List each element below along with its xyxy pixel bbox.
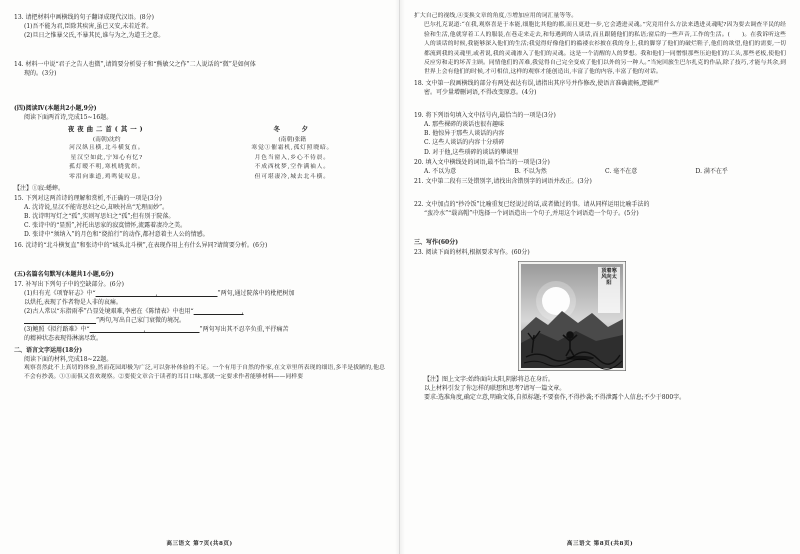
section-4-intro: 阅读下面两首诗,完成15~16题。: [24, 114, 113, 121]
option-b: B. 不以为然: [514, 167, 547, 175]
poem-2-line: 但可堪凄冷,城去北斗横。: [254, 173, 330, 180]
question-19-stem: 19. 将下列语句填入文中括号内,最恰当的一项是(3分): [414, 111, 556, 119]
passage-paragraph-2: 巴尔扎克说道:“在我,观察喜是于本能,细胞比其他的都,而且更进一步,它会透进灵魂。”究竟用什么方法来透进灵魂呢?因为要去调查平民的经验和生活,他就穿着工人的服装,在巷走来走去,和每遇到的人谈话,而且跟随他们的私语;窗后的一些声音,工作的生活。( )。在我诉听这些人的谈话的时候,我能够深入他们的生活;我觉得好像他们的褴褛衣衫披在我的身上,我的脚穿了他们的破烂鞋子,他们的欲望,他们的需要,一切都流到我的灵魂里,或者说,我的灵魂渗入了他们的灵魂。这是一个清醒的人的梦想。我和他们一同憎恨那些压迫他们的工头,那些老板,使他们反应穷和走的坏苦主顾。同情他们的苦难,我觉得自己完全变成了他们以外的另一种人。”当宛回旅生巴尔扎克的作品,除了技巧,才能与其余,到世界上会有他们的时候,才可相信,这样的观察才能创造出,丰富了他的内容,丰富了他的对话。: [424, 22, 786, 76]
question-17-item-1-a: (1)归有光《项脊轩志》中“: [24, 289, 96, 297]
page-footer: 高三语文 第8页(共8页): [566, 540, 634, 547]
writing-prompt-figure: [518, 261, 626, 371]
poem-1-line: 星汉空如此,宁知心有忆?: [70, 154, 144, 161]
poem-2-line: 寒觉①催霜机,孤灯照晓暗。: [251, 145, 334, 152]
poem-1: [14, 125, 200, 183]
poem-1-line: 河汉纵且横,北斗横复直。: [69, 145, 145, 152]
poem-1-title: 夜夜曲二首(其一): [67, 125, 146, 133]
question-23-stem: 23. 阅读下面的材料,根据要求写作。(60分): [414, 248, 530, 256]
question-20-options: [414, 167, 786, 176]
poem-note: 【注】①寂:蟋蟀。: [14, 184, 65, 192]
question-17-item-3: [14, 325, 385, 334]
question-17-item-1: [14, 289, 385, 298]
question-17-item-1-b: ”两句,通过院落中的枇杷树加: [217, 289, 295, 297]
poem-2-author: (南朝)张籍: [278, 136, 307, 143]
question-18-line-1: 18. 文中第一段画横线的部分有两处表达有误,请指出其序号并作修改,使语言准确流畅,逻辑严: [414, 79, 660, 87]
option-b: B. 他惊异于那些人谈话的内容: [424, 130, 505, 138]
question-13-stem: 13. 请把材料中画横线的句子翻译成现代汉语。(8分): [14, 14, 154, 21]
question-13-sentence-2: (2)旦日之惟暴父氏,不暴其民,谁与为之,为道王之意。: [24, 32, 165, 39]
option-c: C. 这些人谈话的内容十分琐碎: [424, 139, 505, 147]
poem-2-line: 月色当窗入,乡心不待晨。: [254, 154, 330, 161]
question-17-item-3-c: 的精神状态表现得淋漓尽致。: [24, 334, 103, 342]
option-a: A. 那些裸碎的谈话也很有趣味: [424, 120, 505, 128]
option-b: B. 沈诗明写灯之“孤”,实则写思妇之“孤”;但有别于院落。: [24, 212, 175, 220]
question-19-options: [414, 120, 786, 157]
option-d: D. 对于他,这些琐碎的谈话的攀谈里: [424, 148, 519, 156]
poems-block: [14, 125, 385, 183]
question-15-options: [14, 203, 385, 240]
question-17-item-1-c: 以烘托,表现了作者物是人非的哀痛。: [24, 298, 122, 306]
option-c: C. 毫不在意: [605, 167, 638, 175]
option-d: D. 满不在乎: [695, 167, 728, 175]
exam-page-8: [400, 0, 800, 554]
question-13-sentence-1: (1)吾不能为君,臣除其疾害,虽已又安,未若近者。: [24, 23, 153, 30]
question-17-item-3-a: (3)鲍照《拟行路难》中“: [24, 325, 90, 333]
question-14-line-2: 现的。(3分): [24, 70, 57, 77]
option-a: A. 沈诗说,星汉不能寄思妇之心,却映衬出“无理而妙”。: [24, 203, 169, 211]
question-17-stem: 17. 补写出下列句子中的空缺部分。(6分): [14, 280, 124, 288]
page-footer: 高三语文 第7页(共8页): [166, 540, 233, 547]
illustration-caption: 顶着寒风向太阳: [601, 267, 617, 286]
section-writing-heading: 三、写作(60分): [414, 238, 459, 246]
section-5-heading: (五)名篇名句默写(本题共1小题,6分): [14, 270, 114, 278]
option-c: C. 张诗中的“显照”,衬托出思家的寂寞情怀,流露着凄冷之美。: [24, 222, 187, 230]
writing-requirement-2: 要求:选准角度,确定立意,明确文体,自拟标题;不要套作,不得抄袭;不得泄露个人信息;不少于800字。: [424, 393, 686, 401]
answer-blank[interactable]: ,: [95, 289, 218, 297]
poem-1-line: 孤灯暧不明,寒机晓犹织。: [69, 164, 145, 171]
poem-1-author: (南朝)沈约: [92, 136, 121, 143]
question-17-item-2-a: (2)古人常以“东指雨季”凸显处境艰难,李密在《陈情表》中也用“: [24, 307, 194, 315]
figure-note: 【注】图上文字:始终面向太阳,阴影将总在身后。: [424, 375, 554, 383]
passage-paragraph-1: 观察喜然此不上真切的体验,然而花园却极为广泛,可以弥补体验的不足。一个有用于自然的作家,在文章里所表现的细语,多半是拔陋的,他总不会有抄袭。①①而俱又喜欢观察。②要使文章合于读者的耳目口味,那就一定要求作者能够材料——同样要: [24, 364, 385, 381]
passage-paragraph-1-end: 扩大自己的视线,④变换文章的角度,⑤增加应用的词汇量等等。: [414, 13, 578, 19]
section-language-intro: 阅读下面的材料,完成18~22题。: [24, 355, 113, 363]
question-17-item-2-b: ”两句,写出自己家门衰微的境况。: [96, 316, 185, 324]
question-18-line-2: 密。可少量增删词语,不得改变原意。(4分): [424, 88, 537, 96]
section-language-heading: 二、语言文字运用(18分): [14, 346, 83, 354]
question-14-line-1: 14. 材料一中说“君子之告人也微”,请简要分析晏子和“熊敏父之作”二人说话的“微”是如何体: [14, 61, 256, 68]
question-20-stem: 20. 填入文中横线处的词语,最不恰当的一项是(3分): [414, 158, 550, 166]
writing-requirement-1: 以上材料引发了你怎样的联想和思考?请写一篇文章。: [424, 384, 566, 392]
option-d: D. 张诗中“须纳入”的月色和“烧拍行”的动作,都衬意着主人公的情感。: [24, 231, 209, 239]
poem-2-line: 不成西枕梦,空作满袖人。: [254, 164, 330, 171]
question-17-item-2-line-2: [14, 316, 385, 325]
answer-blank[interactable]: [24, 317, 96, 324]
answer-blank[interactable]: ,: [89, 325, 200, 333]
question-16: 16. 沈诗的“北斗横复直”和张诗中的“城头北斗横”,在表现作用上有什么异同?请简要分析。(6分): [14, 241, 268, 249]
question-15-stem: 15. 下列对这两首诗的理解和赏析,不正确的一项是(3分): [14, 194, 162, 202]
section-4-heading: (四)阅读Ⅳ(本题共2小题,9分): [14, 105, 97, 112]
question-21: 21. 文中第二段有三处错别字,请找出含错别字的词语并改正。(3分): [414, 177, 592, 185]
question-22-line-1: 22. 文中加点的“抄冷饭”比喻重复已经说过的话,或者做过的事。请从同样运用比喻手法的: [414, 200, 650, 208]
answer-blank[interactable]: ,: [193, 307, 244, 315]
poem-1-line: 零泪向谁道,鸡鸣徒叹息。: [69, 173, 145, 180]
question-17-item-3-b: ”两句写出其不忍辛负重,平抒痛苦: [199, 325, 289, 333]
question-22-line-2: “蛮冷水”“载高帽”中选择一个词语造出一个句子,并用这个词语造一个句子。(5分): [424, 209, 639, 217]
question-17-item-2: [14, 307, 385, 316]
spine-gutter: [395, 0, 405, 554]
poem-2: [200, 125, 386, 183]
poem-2-title: 冬 夕: [273, 125, 312, 133]
option-a: A. 不以为意: [424, 167, 457, 175]
